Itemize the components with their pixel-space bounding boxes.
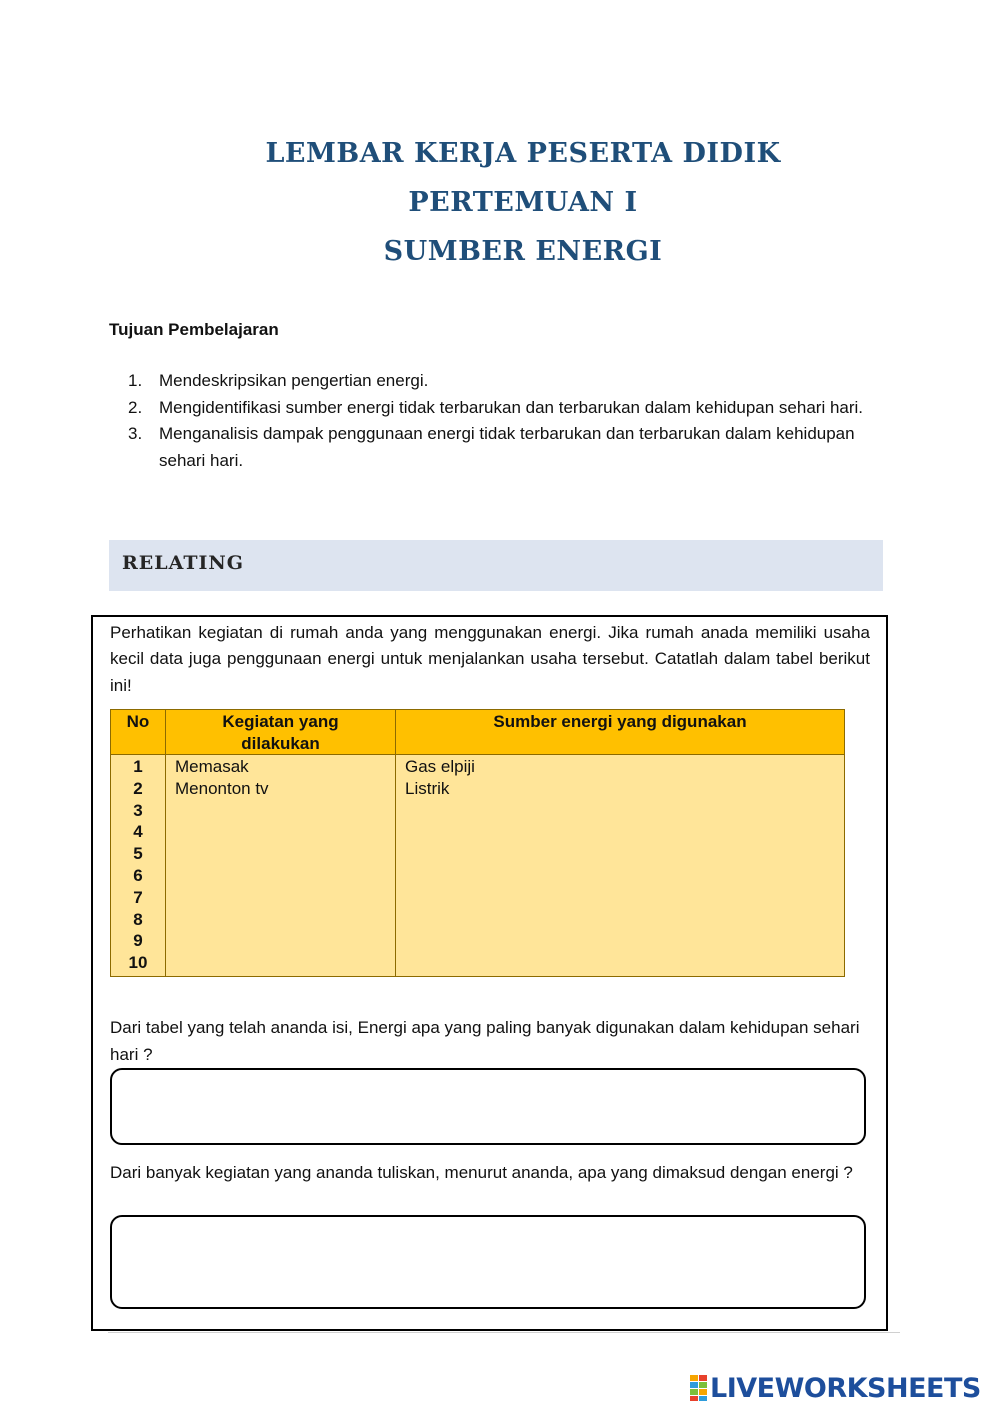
activity-instructions: Perhatikan kegiatan di rumah anda yang menggunakan energi. Jika rumah anada memiliki usaha kecil data juga penggunaan energi untuk menjalankan usaha tersebut. Catatlah dalam tabel berikut ini!	[110, 623, 870, 695]
row-numbers-cell	[111, 755, 166, 977]
kegiatan-cell[interactable]	[166, 755, 396, 977]
title-line-2: PERTEMUAN I	[408, 187, 638, 218]
kegiatan-entry[interactable]	[175, 952, 386, 974]
objectives-list	[109, 368, 899, 474]
kegiatan-entry[interactable]	[175, 930, 386, 952]
kegiatan-entry[interactable]	[175, 843, 386, 865]
sumber-entry[interactable]	[405, 930, 835, 952]
relating-label: RELATING	[122, 552, 244, 574]
objective-number: 3.	[128, 424, 143, 443]
sumber-entry[interactable]	[405, 887, 835, 909]
kegiatan-entry[interactable]	[175, 909, 386, 931]
brand-name: LIVEWORKSHEETS	[710, 1372, 981, 1404]
objectives-heading: Tujuan Pembelajaran	[109, 320, 279, 339]
objective-text: Mengidentifikasi sumber energi tidak terbarukan dan terbarukan dalam kehidupan sehari hari.	[159, 397, 864, 417]
page-bottom-rule	[108, 1332, 900, 1333]
sumber-cell[interactable]	[396, 755, 845, 977]
liveworksheets-brand[interactable]	[690, 1373, 981, 1403]
kegiatan-entry[interactable]: Memasak	[175, 757, 249, 776]
objective-text: Menganalisis dampak penggunaan energi tidak terbarukan dan terbarukan dalam kehidupan sehari hari.	[159, 424, 855, 470]
sumber-entry[interactable]: Gas elpiji	[405, 757, 475, 776]
header-sumber: Sumber energi yang digunakan	[396, 710, 845, 755]
activity-box	[91, 615, 888, 1331]
title-line-3: SUMBER ENERGI	[383, 236, 663, 267]
objective-number: 1.	[128, 371, 143, 390]
row-number: 9	[133, 931, 143, 951]
answer-box-1[interactable]	[110, 1068, 866, 1145]
header-kegiatan	[166, 710, 396, 755]
sumber-entry[interactable]	[405, 952, 835, 974]
kegiatan-entry[interactable]	[175, 887, 386, 909]
row-number: 10	[128, 953, 148, 973]
table-header-row	[111, 710, 845, 755]
row-number: 8	[133, 909, 143, 929]
kegiatan-entry[interactable]: Menonton tv	[175, 778, 269, 798]
liveworksheets-logo-icon	[690, 1375, 707, 1401]
row-number: 6	[133, 865, 143, 885]
row-number: 4	[133, 822, 143, 842]
row-number: 1	[133, 757, 143, 776]
question-2: Dari banyak kegiatan yang ananda tuliskan, menurut ananda, apa yang dimaksud dengan energi ?	[110, 1163, 853, 1182]
sumber-entry[interactable]	[405, 843, 835, 865]
row-number: 5	[133, 844, 143, 864]
objective-item	[109, 421, 899, 474]
energy-usage-table	[110, 709, 845, 977]
kegiatan-entry[interactable]	[175, 821, 386, 843]
row-number: 3	[133, 800, 143, 820]
header-no: No	[111, 710, 166, 755]
objective-item	[109, 395, 899, 422]
objective-text: Mendeskripsikan pengertian energi.	[159, 371, 429, 390]
title-line-1: LEMBAR KERJA PESERTA DIDIK	[265, 138, 781, 169]
objective-number: 2.	[128, 397, 143, 417]
sumber-entry[interactable]: Listrik	[405, 778, 450, 798]
kegiatan-entry[interactable]	[175, 865, 386, 887]
answer-box-2[interactable]	[110, 1215, 866, 1309]
table-row	[111, 755, 845, 977]
header-kegiatan-text: Kegiatan yang dilakukan	[222, 712, 339, 753]
question-1: Dari tabel yang telah ananda isi, Energi apa yang paling banyak digunakan dalam kehidupan sehari hari ?	[110, 1018, 860, 1064]
relating-section-bar	[109, 540, 883, 591]
row-number: 7	[133, 887, 143, 907]
kegiatan-entry[interactable]	[175, 800, 386, 822]
row-number: 2	[133, 778, 143, 798]
sumber-entry[interactable]	[405, 865, 835, 887]
sumber-entry[interactable]	[405, 800, 835, 822]
sumber-entry[interactable]	[405, 909, 835, 931]
objective-item	[109, 368, 899, 395]
sumber-entry[interactable]	[405, 821, 835, 843]
